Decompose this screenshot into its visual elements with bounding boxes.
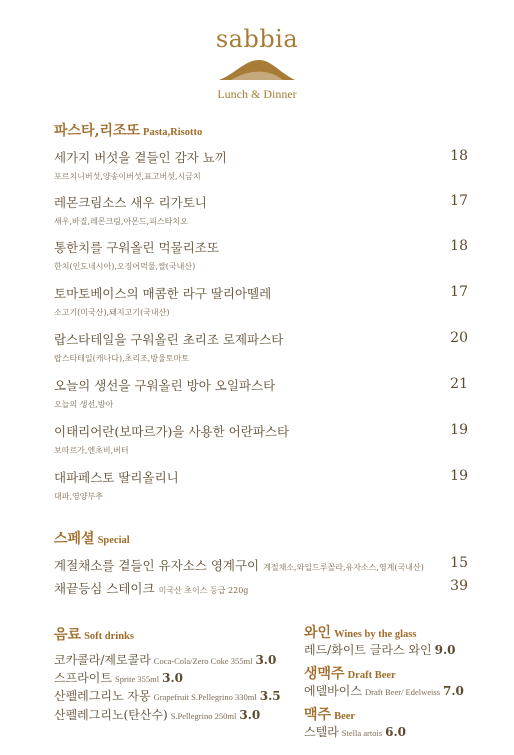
drink-en: Coca-Cola/Zero Coke 355ml bbox=[153, 656, 253, 666]
menu-item bbox=[54, 330, 468, 364]
section-title-ko: 파스타,리조또 bbox=[54, 123, 141, 139]
drink-item bbox=[304, 641, 455, 658]
drink-en: Draft Beer/ Edelweiss bbox=[364, 687, 441, 697]
item-desc: 랍스타테일(캐나다),초리조,방울토마토 bbox=[54, 354, 189, 363]
drink-name: 스텔라 bbox=[304, 725, 339, 739]
menu-header bbox=[0, 26, 514, 102]
item-desc: 소고기(미국산),돼지고기(국내산) bbox=[54, 308, 170, 317]
drink-price: 7.0 bbox=[443, 684, 464, 698]
item-name: 오늘의 생선을 구워올린 방아 오일파스타 bbox=[54, 378, 276, 393]
item-name: 채끝등심 스테이크 bbox=[54, 581, 155, 596]
section-title-soft-drinks bbox=[54, 624, 134, 644]
section-title-ko: 생맥주 bbox=[304, 666, 345, 682]
dune-logo-icon bbox=[217, 56, 297, 82]
item-price: 18 bbox=[450, 238, 468, 254]
item-desc: 대파,영양부추 bbox=[54, 492, 103, 501]
item-name: 토마토베이스의 매콤한 라구 딸리아뗄레 bbox=[54, 286, 272, 301]
drink-item bbox=[54, 651, 276, 668]
section-title-ko: 와인 bbox=[304, 625, 332, 641]
drink-item bbox=[54, 669, 183, 686]
section-title-draft-beer bbox=[304, 663, 396, 683]
drink-price: 3.5 bbox=[259, 689, 281, 703]
item-desc: 오늘의 생선,방아 bbox=[54, 400, 114, 409]
item-price: 17 bbox=[450, 193, 468, 209]
drink-price: 9.0 bbox=[434, 643, 456, 657]
menu-item bbox=[54, 284, 468, 318]
special-item bbox=[54, 578, 468, 597]
item-price: 19 bbox=[450, 468, 468, 484]
drink-price: 3.0 bbox=[162, 671, 184, 685]
menu-item bbox=[54, 422, 468, 456]
section-title-en: Special bbox=[97, 535, 130, 546]
special-item bbox=[54, 555, 468, 574]
item-desc: 보따르가,엔초비,버터 bbox=[54, 446, 129, 455]
item-name: 세가지 버섯을 곁들인 감자 뇨끼 bbox=[54, 150, 227, 165]
section-title-en: Wines by the glass bbox=[334, 629, 417, 640]
section-title-beer bbox=[304, 704, 355, 724]
item-desc: 포르치니버섯,양송이버섯,표고버섯,시금치 bbox=[54, 172, 201, 181]
drink-name: 코카콜라/제로콜라 bbox=[54, 653, 151, 667]
item-price: 39 bbox=[450, 578, 468, 594]
drink-name: 레드/화이트 글라스 와인 bbox=[304, 643, 432, 657]
brand-name: sabbia bbox=[215, 25, 299, 53]
drink-name: 에델바이스 bbox=[304, 684, 362, 698]
item-name: 레몬크림소스 새우 리가토니 bbox=[54, 195, 207, 210]
item-name: 계절채소를 곁들인 유자소스 영계구이 bbox=[54, 558, 260, 573]
drink-item bbox=[54, 687, 281, 704]
section-title-en: Beer bbox=[334, 711, 356, 722]
section-title-ko: 맥주 bbox=[304, 707, 332, 723]
drink-price: 3.0 bbox=[255, 653, 277, 667]
item-desc: 미국산 초이스 등급 220g bbox=[158, 586, 249, 595]
item-desc: 새우,바질,레몬크림,아몬드,피스타치오 bbox=[54, 217, 188, 226]
drink-en: Stella artois bbox=[341, 728, 383, 738]
drink-price: 6.0 bbox=[385, 725, 407, 739]
drink-en: Grapefruit S.Pellegrino 330ml bbox=[153, 692, 257, 702]
section-title-special bbox=[54, 528, 130, 548]
menu-item bbox=[54, 468, 468, 502]
menu-item bbox=[54, 376, 468, 410]
drink-price: 3.0 bbox=[239, 708, 261, 722]
drink-item bbox=[304, 682, 464, 699]
drink-en: S.Pellegrino 250ml bbox=[170, 711, 237, 721]
item-name: 이태리어란(보따르가)을 사용한 어란파스타 bbox=[54, 424, 290, 439]
drink-item bbox=[54, 706, 260, 723]
item-desc: 계절채소,와일드루꼴라,유자소스,영계(국내산) bbox=[263, 563, 424, 572]
section-title-en: Soft drinks bbox=[84, 631, 134, 642]
item-price: 21 bbox=[450, 376, 468, 392]
menu-item bbox=[54, 193, 468, 227]
section-title-wine bbox=[304, 622, 416, 642]
item-price: 18 bbox=[450, 148, 468, 164]
tagline: Lunch & Dinner bbox=[217, 87, 297, 101]
drink-name: 스프라이트 bbox=[54, 671, 112, 685]
item-name: 통한치를 구워올린 먹물리조또 bbox=[54, 240, 219, 255]
section-title-pasta bbox=[54, 120, 202, 140]
item-name: 대파페스토 딸리올리니 bbox=[54, 470, 179, 485]
drink-item bbox=[304, 723, 406, 740]
menu-item bbox=[54, 238, 468, 272]
section-title-ko: 음료 bbox=[54, 627, 82, 643]
drink-name: 산펠레그리노(탄산수) bbox=[54, 708, 168, 722]
item-price: 17 bbox=[450, 284, 468, 300]
section-title-en: Draft Beer bbox=[347, 670, 396, 681]
drink-en: Sprite 355ml bbox=[114, 674, 160, 684]
item-desc: 한치(인도네시아),오징어먹물,쌀(국내산) bbox=[54, 262, 196, 271]
item-name: 랍스타테일을 구워올린 초리조 로제파스타 bbox=[54, 332, 284, 347]
section-title-ko: 스페셜 bbox=[54, 531, 95, 547]
drink-name: 산펠레그리노 자몽 bbox=[54, 689, 151, 703]
item-price: 15 bbox=[450, 555, 468, 571]
menu-item bbox=[54, 148, 468, 182]
section-title-en: Pasta,Risotto bbox=[143, 127, 203, 138]
item-price: 19 bbox=[450, 422, 468, 438]
item-price: 20 bbox=[450, 330, 468, 346]
